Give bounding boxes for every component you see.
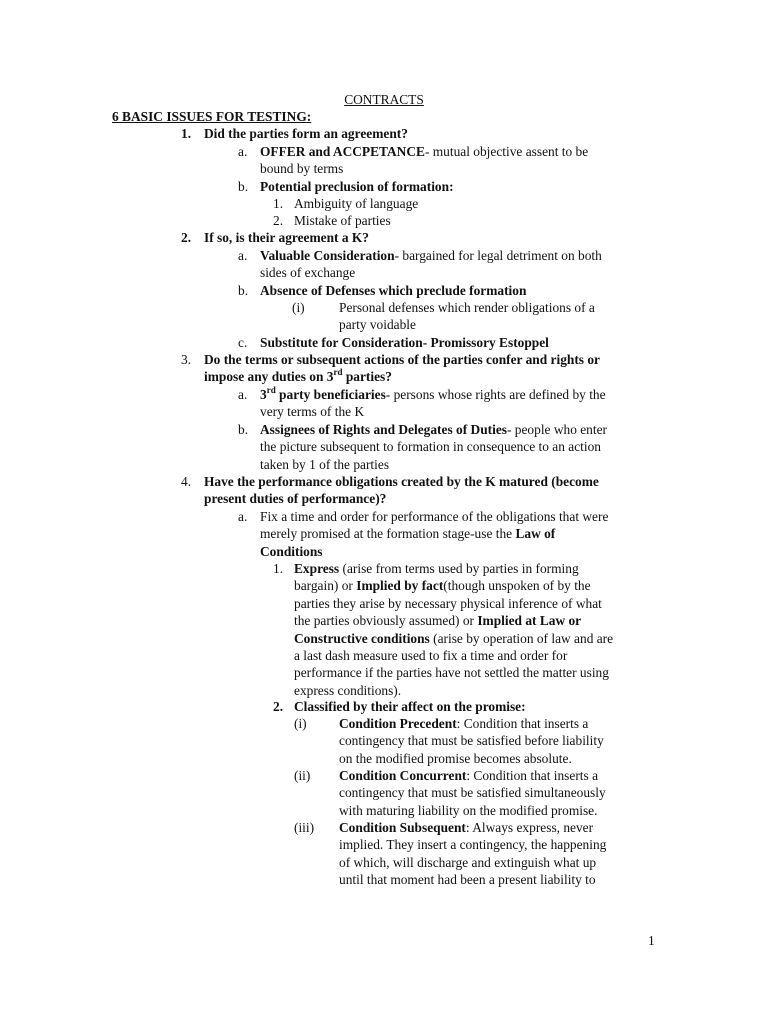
list-text-cont: express conditions). [294,682,402,698]
list-text-cont: bargain) or [294,578,357,594]
term-bold: Assignees of Rights and Delegates of Duties [260,422,507,437]
list-text: Do the terms or subsequent actions of the parties confer and rights or [204,352,600,367]
section-heading [112,108,311,125]
list-item-2bi [292,299,595,334]
condition-item-i [294,715,604,767]
heading-text: 6 BASIC ISSUES FOR TESTING [112,109,307,124]
list-marker: 1. [181,126,192,141]
list-text-cont: taken by 1 of the parties [260,456,390,472]
list-text: : Condition that inserts a [466,768,599,783]
list-text-cont: implied. They insert a contingency, the happening [339,837,607,853]
list-item-3b [238,421,607,473]
list-marker: b. [238,422,249,437]
list-text-cont: on the modified promise becomes absolute. [339,750,572,766]
list-text-cont: bound by terms [260,161,344,177]
list-item-3a [238,386,606,421]
list-marker: 3. [181,352,192,367]
list-text-cont: the parties obviously assumed) or [294,613,478,629]
list-text: - mutual objective assent to be [424,144,589,159]
list-marker: (i) [292,300,305,315]
term-bold: Potential preclusion of formation: [260,179,454,194]
condition-item-iii [294,819,606,889]
list-marker: 2. [273,213,284,228]
term-bold: 3 [260,387,267,402]
list-text-cont: contingency that must be satisfied before liability [339,733,604,749]
term-bold: Express [294,561,340,576]
list-text: Did the parties form an agreement? [204,126,408,141]
list-text: - persons whose rights are defined by the [385,387,606,402]
list-marker: a. [238,144,248,159]
list-item-4 [181,473,599,508]
list-text-cont: a last dash measure used to fix a time and order for [294,648,568,664]
list-text-cont: performance if the parties have not settled the matter using [294,665,609,681]
term-bold: Conditions [260,543,323,559]
term-bold: Condition Precedent [339,716,457,731]
list-item-2c [238,334,549,351]
list-text-cont: sides of exchange [260,265,356,281]
list-text: - bargained for legal detriment on both [394,248,602,263]
list-marker: b. [238,283,249,298]
list-marker: a. [238,248,248,263]
list-text-cont: parties? [342,369,392,385]
list-text: If so, is their agreement a K? [204,230,370,245]
list-text: (arise from terms used by parties in forming [339,561,579,576]
list-text: : Always express, never [465,820,594,835]
list-text-cont: party voidable [339,317,416,333]
term-bold: Condition Concurrent [339,768,467,783]
page-title: CONTRACTS [344,92,424,107]
list-text-cont: parties they arise by necessary physical inference of what [294,595,602,611]
list-item-2a [238,247,602,282]
list-marker: (ii) [294,768,311,783]
list-item-1 [181,125,408,142]
superscript: rd [333,366,343,377]
list-marker: b. [238,179,249,194]
list-text: Ambiguity of language [294,196,419,211]
term-bold: Absence of Defenses which preclude formation [260,283,527,298]
list-marker: 2. [273,699,284,714]
list-marker: 1. [273,561,284,576]
term-bold: Condition Subsequent [339,820,466,835]
list-text-cont: merely promised at the formation stage-use the [260,526,516,542]
term-bold: Implied at Law or [477,613,582,629]
list-text: Have the performance obligations created by the K matured (become [204,474,599,489]
term-bold: Constructive conditions [294,630,430,646]
term-bold: Implied by fact [356,578,444,594]
list-item-3 [181,351,600,386]
list-item-1a [238,143,588,178]
heading-colon: : [306,109,312,124]
list-text: : Condition that inserts a [456,716,589,731]
list-text-cont: until that moment had been a present liability to [339,872,596,888]
term-bold: Law of [515,526,556,542]
list-text: Personal defenses which render obligations of a [339,300,595,315]
list-text-cont: contingency that must be satisfied simultaneously [339,785,606,801]
list-marker: (iii) [294,820,315,835]
page-number: 1 [648,933,655,948]
list-text-cont: (arise by operation of law and are [429,630,614,646]
list-text-cont: very terms of the K [260,404,365,420]
list-item-4a1 [273,560,613,699]
list-text: - people who enter [506,422,608,437]
list-item-4a [238,508,608,560]
term-bold: party beneficiaries [275,387,386,402]
list-item-2b [238,282,526,299]
list-item-1b [238,178,454,195]
list-marker: 4. [181,474,192,489]
list-text-cont: the picture subsequent to formation in consequence to an action [260,439,601,455]
list-text-cont: impose any duties on 3 [204,369,334,385]
list-text-cont: present duties of performance)? [204,491,387,507]
list-marker: c. [238,335,248,350]
list-text: Fix a time and order for performance of the obligations that were [260,509,609,524]
list-marker: a. [238,509,248,524]
term-bold: Classified by their affect on the promise: [294,699,526,714]
term-bold: Substitute for Consideration- Promissory Estoppel [260,335,549,350]
term-bold: OFFER and ACCPETANCE [260,144,425,159]
list-marker: 1. [273,196,284,211]
list-item-1b1 [273,195,418,212]
list-item-2 [181,229,369,246]
condition-item-ii [294,767,606,819]
list-marker: a. [238,387,248,402]
list-text-cont: of which, will discharge and extinguish what up [339,854,597,870]
superscript: rd [266,384,276,395]
list-text: Mistake of parties [294,213,391,228]
list-item-1b2 [273,212,391,229]
list-text-cont: (though unspoken of by the [443,578,591,594]
list-marker: (i) [294,716,307,731]
list-item-4a2 [273,698,526,715]
list-text-cont: with maturing liability on the modified promise. [339,802,598,818]
list-marker: 2. [181,230,192,245]
term-bold: Valuable Consideration [260,248,395,263]
